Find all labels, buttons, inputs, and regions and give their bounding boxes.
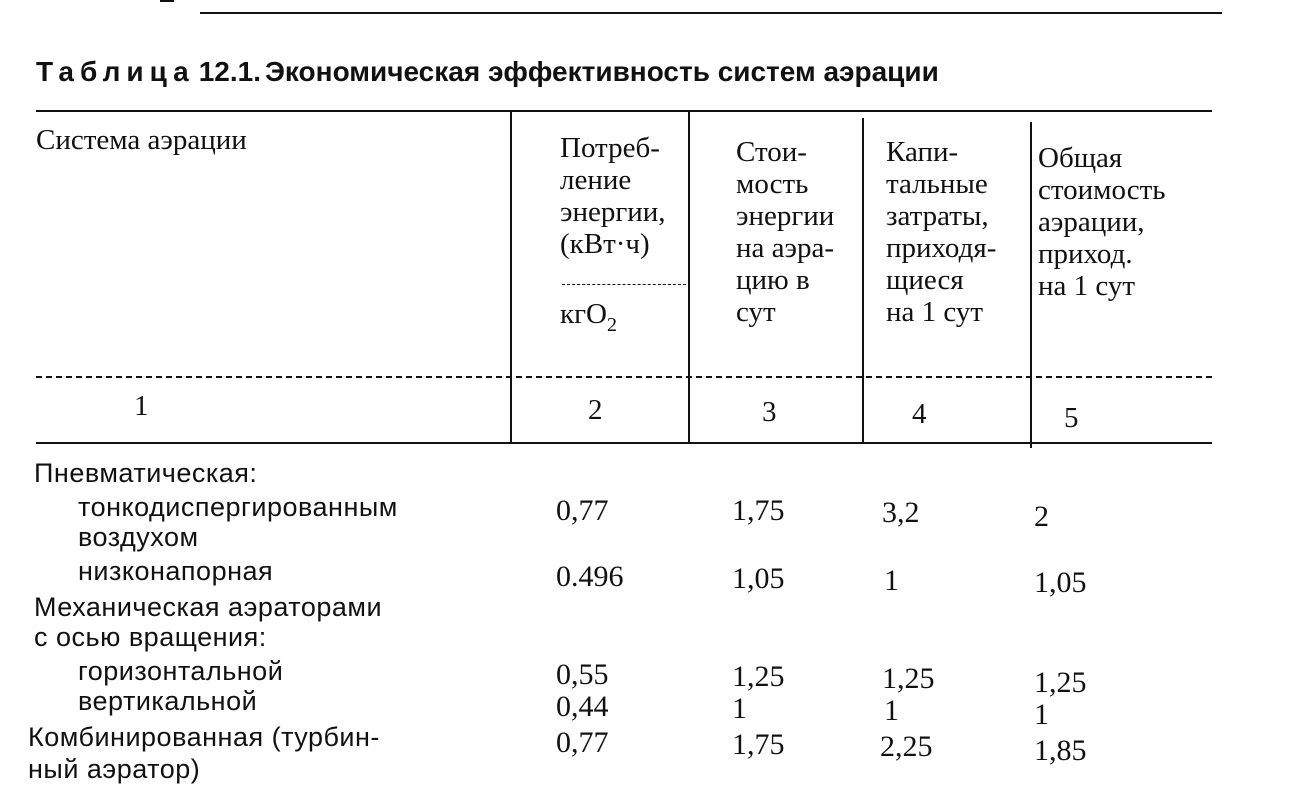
- row-vertical-label: вертикальной: [78, 686, 258, 716]
- row-group-mechanical-line1: Механическая аэраторами: [34, 592, 383, 622]
- column-number-3: 3: [762, 396, 777, 428]
- col-divider-1: [510, 112, 512, 442]
- cell-lowpress-energy: 0.496: [556, 560, 624, 593]
- colnum-bottom-rule: [36, 442, 1212, 444]
- cell-combined-energy-cost: 1,75: [732, 728, 785, 761]
- top-rule: [200, 12, 1222, 14]
- cell-vertical-capital: 1: [884, 694, 899, 727]
- row-group-pneumatic: Пневматическая:: [34, 458, 258, 488]
- cell-vertical-energy: 0,44: [556, 690, 609, 723]
- row-fine-label-line1: тонкодиспергированным: [78, 492, 398, 522]
- table-title: [36, 56, 939, 88]
- row-combined-label-line2: ный аэратор): [28, 754, 201, 784]
- cell-fine-capital: 3,2: [882, 496, 920, 529]
- cell-lowpress-total: 1,05: [1034, 566, 1087, 599]
- cell-horizontal-energy: 0,55: [556, 658, 609, 691]
- header-energy-cost: Стои- мость энергии на аэра- цию в сут: [736, 136, 835, 328]
- header-energy-unit-denominator: [560, 298, 617, 336]
- header-capital-costs: Капи- тальные затраты, приходя- щиеся на 1 сут: [886, 136, 997, 328]
- row-combined-label-line1: Комбинированная (турбин-: [28, 722, 380, 752]
- cell-combined-capital: 2,25: [880, 730, 933, 763]
- table-title-prefix: Таблица: [36, 56, 195, 87]
- cell-vertical-total: 1: [1034, 698, 1049, 731]
- row-fine-label-line2: воздухом: [78, 522, 199, 552]
- row-horizontal-label: горизонтальной: [78, 656, 284, 686]
- cell-vertical-energy-cost: 1: [732, 692, 747, 725]
- cell-horizontal-capital: 1,25: [882, 662, 935, 695]
- row-group-mechanical-line2: с осью вращения:: [34, 622, 267, 652]
- column-number-2: 2: [588, 394, 603, 426]
- cell-lowpress-capital: 1: [884, 564, 899, 597]
- col-divider-3: [862, 118, 864, 444]
- col2-divider-rule: [562, 284, 686, 285]
- column-number-4: 4: [912, 398, 927, 430]
- cell-horizontal-total: 1,25: [1034, 666, 1087, 699]
- cell-lowpress-energy-cost: 1,05: [732, 562, 785, 595]
- cell-combined-total: 1,85: [1034, 734, 1087, 767]
- header-top-rule: [36, 110, 1212, 112]
- cell-fine-energy-cost: 1,75: [732, 494, 785, 527]
- header-total-cost: Общая стоимость аэрации, приход. на 1 сут: [1038, 142, 1166, 302]
- header-system: Система аэрации: [36, 124, 247, 156]
- top-rule-stub: [160, 0, 174, 2]
- cell-fine-total: 2: [1034, 500, 1049, 533]
- cell-horizontal-energy-cost: 1,25: [732, 660, 785, 693]
- column-number-5: 5: [1064, 402, 1079, 434]
- unit-subscript: 2: [606, 314, 617, 336]
- header-bottom-rule: [36, 376, 1212, 378]
- col-divider-4: [1030, 122, 1032, 448]
- cell-combined-energy: 0,77: [556, 726, 609, 759]
- header-energy-consumption: Потреб- ление энергии, (кВт·ч): [560, 132, 666, 260]
- row-lowpress-label: низконапорная: [78, 556, 274, 586]
- unit-kgo: кгО: [560, 298, 607, 330]
- table-title-number: 12.1.: [198, 56, 261, 87]
- col-divider-2: [688, 112, 690, 442]
- cell-fine-energy: 0,77: [556, 494, 609, 527]
- column-number-1: 1: [134, 390, 149, 422]
- table-title-text: Экономическая эффективность систем аэрации: [264, 56, 939, 87]
